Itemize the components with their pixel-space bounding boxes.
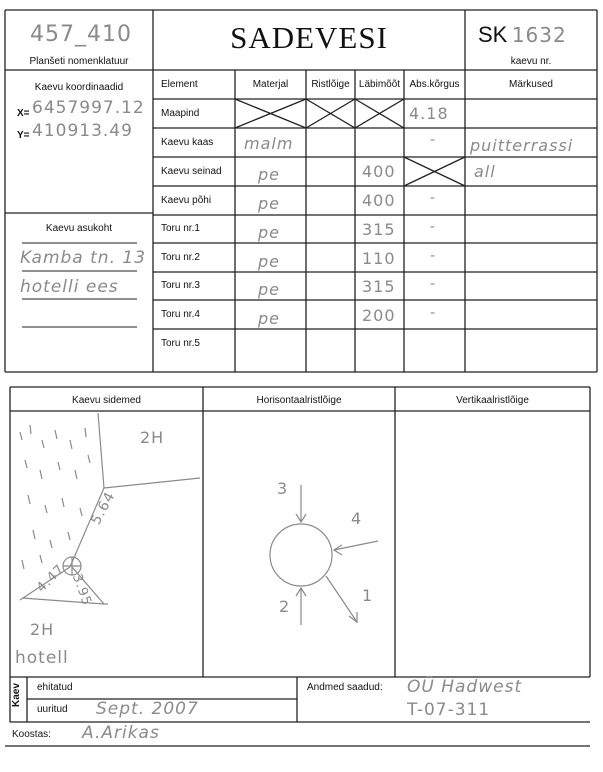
well-prefix: SK [478, 22, 508, 47]
building-bottom-label: 2H [30, 620, 55, 639]
vertical-section-title: Vertikaalristlõige [456, 395, 529, 406]
pipe-2-label: 2 [279, 597, 291, 616]
location-label: Kaevu asukoht [45, 223, 113, 234]
table-row-element: Kaevu seinad [161, 166, 222, 177]
table-row-element: Toru nr.3 [161, 280, 200, 291]
compiled-by-value: A.Arikas [82, 723, 160, 743]
dimension-left: 4.47 [34, 561, 68, 596]
table-row-notes: puitterrassi [470, 136, 574, 155]
table-row-element: Toru nr.1 [161, 223, 200, 234]
col-header-section: Ristlõige [311, 79, 350, 90]
y-coordinate-value: 410913.49 [32, 121, 133, 141]
table-row-abs-height: 4.18 [409, 104, 449, 123]
table-row-element: Kaevu põhi [161, 195, 212, 206]
table-row-material: pe [258, 280, 280, 299]
building-bottom-name: hotell [15, 648, 69, 668]
dimension-bottom: 3.95 [68, 572, 95, 609]
col-header-material: Materjal [252, 79, 289, 90]
pipe-1-label: 1 [362, 586, 374, 605]
sheet-number-value: 457_410 [30, 22, 132, 47]
col-header-element: Element [161, 79, 198, 90]
well-number [478, 22, 567, 48]
sheet-number-label: Planšeti nomenklatuur [29, 56, 129, 67]
data-by-value-1: OÜ Hadwest [407, 677, 523, 697]
table-row-material: malm [244, 134, 294, 153]
table-row-abs-height: - [430, 190, 437, 206]
data-by-value-2: T-07-311 [407, 700, 491, 720]
table-row-diameter: 110 [362, 249, 396, 268]
table-row-element: Toru nr.5 [161, 338, 200, 349]
compiled-by-label: Koostas: [12, 729, 51, 740]
dimension-right: 5.64 [88, 488, 119, 528]
col-header-notes: Märkused [509, 79, 553, 90]
connections-title: Kaevu sidemed [72, 395, 141, 406]
well-side-label: Kaev [11, 683, 22, 707]
table-row-notes: all [474, 162, 496, 181]
built-label: ehitatud [37, 682, 73, 693]
table-row-material: pe [258, 252, 280, 271]
pipe-4-label: 4 [351, 509, 363, 528]
well-number-value: 1632 [511, 23, 567, 47]
pipe-3-label: 3 [277, 479, 289, 498]
table-row-element: Toru nr.2 [161, 252, 200, 263]
table-row-material: pe [258, 165, 280, 184]
location-line-2: hotelli ees [20, 277, 119, 297]
table-row-abs-height: - [430, 276, 437, 292]
data-by-label: Andmed saadud: [307, 682, 383, 693]
x-coordinate-label: X= [17, 108, 30, 119]
col-header-abs-height: Abs.kõrgus [409, 79, 460, 90]
horizontal-section-title: Horisontaalristlõige [256, 395, 342, 406]
table-row-diameter: 400 [362, 191, 396, 210]
surveyed-value: Sept. 2007 [96, 699, 199, 719]
page-title: SADEVESI [230, 20, 388, 55]
table-row-element: Kaevu kaas [161, 137, 214, 148]
table-row-abs-height: - [430, 305, 437, 321]
building-top-label: 2H [140, 428, 165, 447]
table-row-abs-height: - [430, 132, 437, 148]
table-row-element: Maapind [161, 108, 200, 119]
table-row-abs-height: - [430, 248, 437, 264]
surveyed-label: uuritud [37, 704, 68, 715]
well-number-label: kaevu nr. [510, 56, 552, 67]
table-row-diameter: 200 [362, 306, 396, 325]
x-coordinate-value: 6457997.12 [32, 98, 145, 118]
table-row-diameter: 315 [362, 277, 396, 296]
table-row-abs-height: - [430, 219, 437, 235]
table-row-diameter: 400 [362, 162, 396, 181]
y-coordinate-label: Y= [17, 130, 30, 141]
table-row-material: pe [258, 309, 280, 328]
table-row-diameter: 315 [362, 220, 396, 239]
table-row-element: Toru nr.4 [161, 309, 200, 320]
col-header-diameter: Läbimõõt [358, 79, 401, 90]
location-line-1: Kamba tn. 13 [20, 248, 147, 268]
table-row-material: pe [258, 223, 280, 242]
coordinates-label: Kaevu koordinaadid [34, 82, 124, 93]
table-row-material: pe [258, 194, 280, 213]
